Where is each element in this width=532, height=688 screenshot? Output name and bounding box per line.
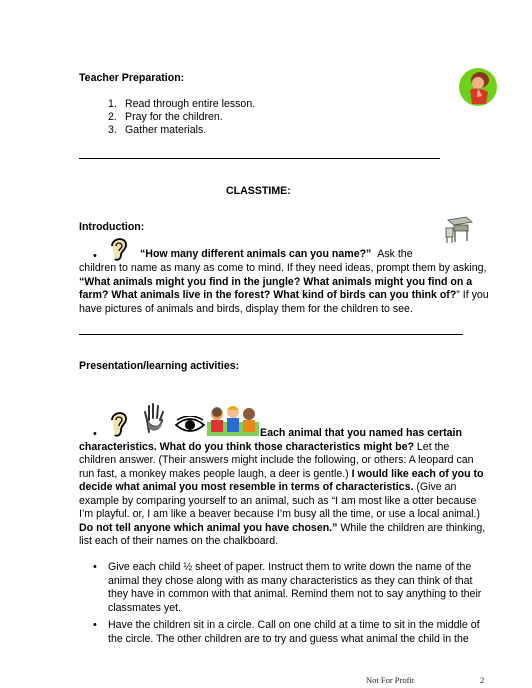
introduction-heading: Introduction: — [79, 221, 145, 233]
presentation-bullet-1: Each animal that you named has certain characteristics. What do you think those characteristics might be? Let the children answer. (Their answers might include the following, or others: A leopard can run fast, a monkey makes people laugh, a deer is gentle.) I would like each of you to decide what animal you most resemble in terms of characteristics. (Give an example by comparing yourself to an animal, such as “I am most like a otter because I’m playful. or, I am like a beaver because I’m busy all the time, or use a local animal.) Do not tell anyone which animal you have chosen.” While the children are thinking, list each of their names on the chalkboard. — [79, 427, 486, 547]
bullet: • — [93, 250, 97, 262]
footer-text: Not For Profit — [366, 675, 415, 685]
list-item: 3. Gather materials. — [108, 124, 207, 136]
divider — [79, 334, 463, 335]
ear-icon — [108, 234, 130, 262]
school-desk-icon — [444, 214, 476, 244]
bullet: • — [93, 619, 97, 631]
intro-paragraph: children to name as many as come to mind. If they need ideas, prompt them by asking, “What animals might you find in the jungle? What animals might you find on a farm? What animals live in the forest? What kind of birds can you think of?” If you have pictures of animals and birds, display them for the children to see. — [79, 262, 489, 315]
classtime-heading: CLASSTIME: — [226, 185, 291, 197]
bullet: • — [93, 561, 97, 573]
presentation-bullet-2: Give each child ½ sheet of paper. Instruct them to write down the name of the animal they chose along with as many characteristics as they can think of that they have in common with that animal. Remind them not to say anything to their classmates yet. — [108, 561, 482, 614]
page-number: 2 — [480, 675, 485, 685]
praying-figure-icon — [458, 66, 498, 108]
teacher-prep-heading: Teacher Preparation: — [79, 72, 185, 84]
divider — [79, 158, 440, 159]
presentation-bullet-3: Have the children sit in a circle. Call on one child at a time to sit in the middle of the circle. The other children are to try and guess what animal the child in the — [108, 619, 480, 645]
presentation-heading: Presentation/learning activities: — [79, 360, 240, 372]
intro-line-1: “How many different animals can you name?” Ask the — [140, 248, 413, 260]
bullet: • — [93, 428, 97, 440]
teacher-prep-list — [108, 98, 255, 137]
list-item: 1. Read through entire lesson. — [108, 98, 256, 110]
list-item: 2. Pray for the children. — [108, 111, 223, 123]
